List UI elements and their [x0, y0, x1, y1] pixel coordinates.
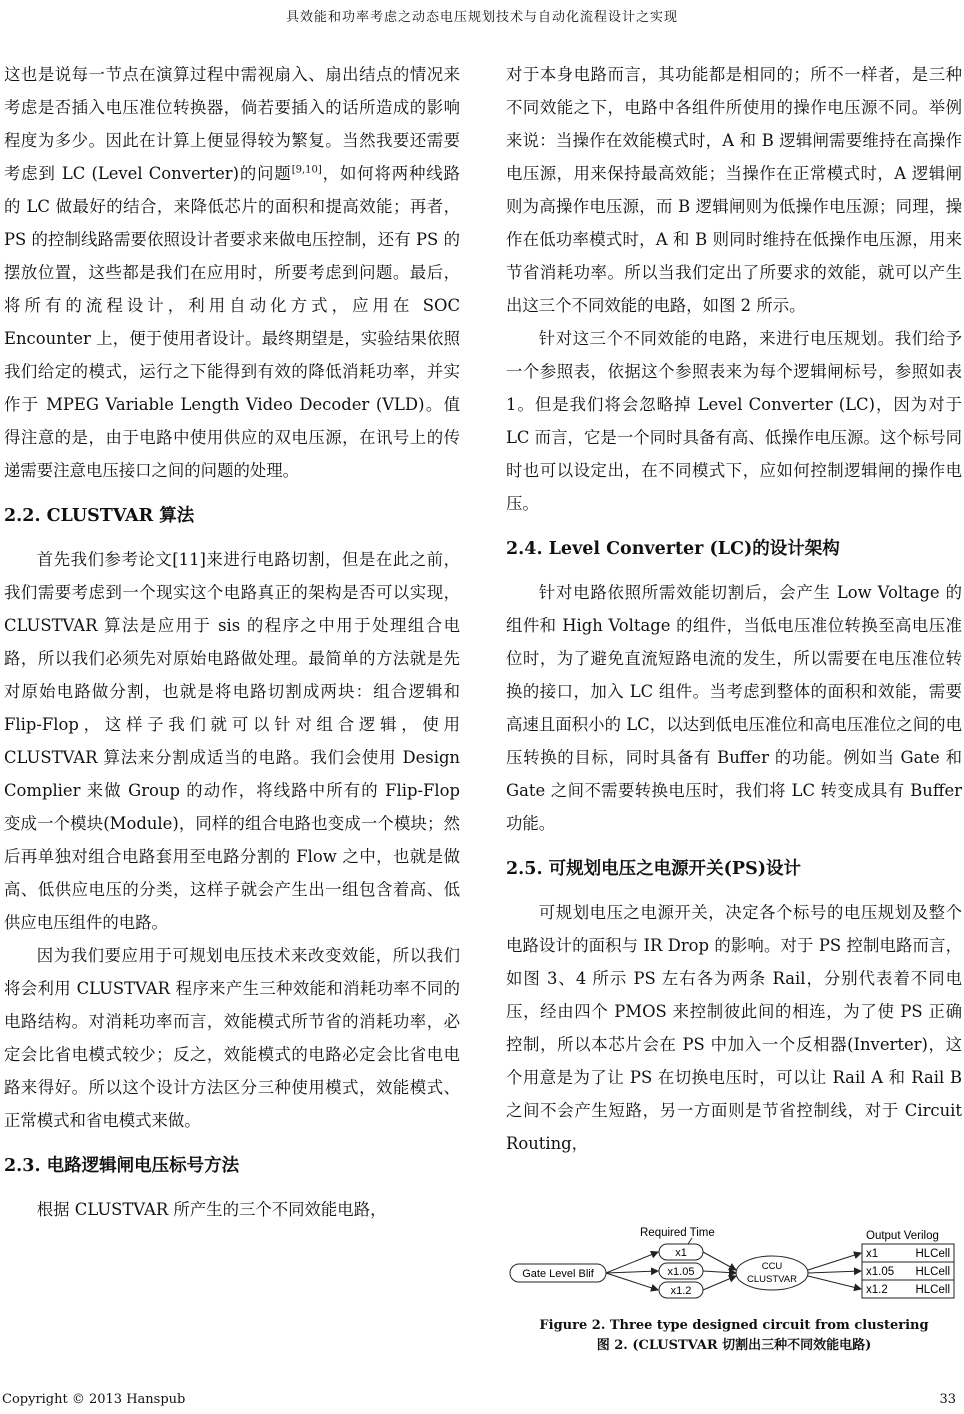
section-heading-2-2: 2.2. CLUSTVAR 算法: [4, 506, 195, 526]
paragraph: 这也是说每一节点在演算过程中需视扇入、扇出结点的情况来考虑是否插入电压准位转换器，倘若要插入的话所造成的影响程度为多少。因此在计算上便显得较为繁复。当然我要还需要考虑到 LC (Level Converter)的问题[9,10]，如何将两种线路的 LC 做最好的结合，来降低芯片的面积和提高效能；再者，PS 的控制线路需要依照设计者要求来做电压控制，还有 PS 的摆放位置，这些都是我们在应用时，所要考虑到问题。最后，将所有的流程设计，利用自动化方式，应用在 SOC Encounter 上，便于使用者设计。最终期望是，实验结果依照我们给定的模式，运行之下能得到有效的降低消耗功率，并实作于 MPEG Variable Length Video Decoder (VLD)。值得注意的是，由于电路中使用供应的双电压源，在讯号上的传递需要注意电压接口之间的问题的处理。: [4, 65, 461, 480]
figure-2-diagram: [506, 1218, 962, 1388]
paragraph: 对于本身电路而言，其功能都是相同的；所不一样者，是三种不同效能之下，电路中各组件所使用的操作电压源不同。举例来说：当操作在效能模式时，A 和 B 逻辑闸需要维持在高操作电压源，用来保持最高效能；当操作在正常模式时，A 逻辑闸则为高操作电压源，而 B 逻辑闸则为低操作电压源；同理，操作在低功率模式时，A 和 B 则同时维持在低操作电压源，用来节省消耗功率。所以当我们定出了所要求的效能，就可以产生出这三个不同效能的电路，如图 2 所示。: [506, 65, 962, 315]
paragraph: 首先我们参考论文[11]来进行电路切割，但是在此之前，我们需要考虑到一个现实这个电路真正的架构是否可以实现，CLUSTVAR 算法是应用于 sis 的程序之中用于处理组合电路，所以我们必须先对原始电路做处理。最简单的方法就是先对原始电路做分割，也就是将电路切割成两块：组合逻辑和 Flip-Flop，这样子我们就可以针对组合逻辑，使用 CLUSTVAR 算法来分割成适当的电路。我们会使用 Design Complier 来做 Group 的动作，将线路中所有的 Flip-Flop 变成一个模块(Module)，同样的组合电路也变成一个模块；然后再单独对组合电路套用至电路分割的 Flow 之中，也就是做高、低供应电压的分类，这样子就会产生出一组包含着高、低供应电压组件的电路。: [4, 550, 460, 932]
right-column: [506, 58, 962, 1160]
output-mult: x1.2: [866, 1284, 888, 1296]
clustering-flow-diagram: [506, 1218, 962, 1313]
section-heading-2-4: 2.4. Level Converter (LC)的设计架构: [506, 539, 840, 559]
paragraph: 针对电路依照所需效能切割后，会产生 Low Voltage 的组件和 High Voltage 的组件，当低电压准位转换至高电压准位时，为了避免直流短路电流的发生，所以需要在电压准位转换的接口，加入 LC 组件。当考虑到整体的面积和效能，需要高速且面积小的 LC，以达到低电压准位和高电压准位之间的电压转换的目标，同时具备有 Buffer 的功能。例如当 Gate 和 Gate 之间不需要转换电压时，我们将 LC 转变成具有 Buffer 功能。: [506, 583, 962, 833]
required-time-label: Required Time: [640, 1227, 715, 1239]
left-column: [4, 58, 460, 1226]
citation: [9,10]: [291, 164, 322, 176]
section-heading-2-3: 2.3. 电路逻辑闸电压标号方法: [4, 1156, 240, 1176]
output-cell: HLCell: [915, 1248, 950, 1260]
ccu-sublabel: CLUSTVAR: [747, 1274, 797, 1285]
page-number: 33: [939, 1392, 956, 1407]
paragraph: 根据 CLUSTVAR 所产生的三个不同效能电路，: [36, 1200, 387, 1219]
figure-caption-zh: 图 2. (CLUSTVAR 切割出三种不同效能电路): [596, 1338, 872, 1353]
paragraph: 针对这三个不同效能的电路，来进行电压规划。我们给予一个参照表，依据这个参照表来为每个逻辑闸标号，参照如表 1。但是我们将会忽略掉 Level Converter (LC)，因为对于 LC 而言，它是一个同时具备有高、低操作电压源。这个标号同时也可以设定出，在不同模式下，应如何控制逻辑闸的操作电压。: [506, 329, 962, 513]
output-mult: x1.05: [866, 1266, 895, 1278]
output-cell: HLCell: [915, 1284, 950, 1296]
copyright-footer: Copyright © 2013 Hanspub: [2, 1392, 186, 1407]
multiplier-label: x1.05: [667, 1266, 695, 1278]
multiplier-label: x1: [675, 1247, 687, 1259]
ccu-label: CCU: [761, 1261, 783, 1272]
running-header: 具效能和功率考虑之动态电压规划技术与自动化流程设计之实现: [285, 10, 678, 25]
output-verilog-label: Output Verilog: [866, 1230, 939, 1242]
paragraph: 因为我们要应用于可规划电压技术来改变效能，所以我们将会利用 CLUSTVAR 程序来产生三种效能和消耗功率不同的电路结构。对消耗功率而言，效能模式所节省的消耗功率，必定会比省电模式较少；反之，效能模式的电路必定会比省电电路来得好。所以这个设计方法区分三种使用模式，效能模式、正常模式和省电模式来做。: [4, 946, 460, 1130]
input-label: Gate Level Blif: [522, 1268, 594, 1280]
section-heading-2-5: 2.5. 可规划电压之电源开关(PS)设计: [506, 859, 801, 879]
multiplier-label: x1.2: [670, 1285, 692, 1297]
output-mult: x1: [866, 1248, 879, 1260]
paragraph: 可规划电压之电源开关，决定各个标号的电压规划及整个电路设计的面积与 IR Drop 的影响。对于 PS 控制电路而言，如图 3、4 所示 PS 左右各为两条 Rail，分别代表着不同电压，经由四个 PMOS 来控制彼此间的相连，为了使 PS 正确控制，所以本芯片会在 PS 中加入一个反相器(Inverter)，这个用意是为了让 PS 在切换电压时，可以让 Rail A 和 Rail B 之间不会产生短路，另一方面则是节省控制线，对于 Circuit Routing，: [506, 903, 962, 1153]
figure-caption-en: Figure 2. Three type designed circuit from clustering: [539, 1318, 929, 1333]
figure-caption: [506, 1316, 962, 1356]
output-cell: HLCell: [915, 1266, 950, 1278]
